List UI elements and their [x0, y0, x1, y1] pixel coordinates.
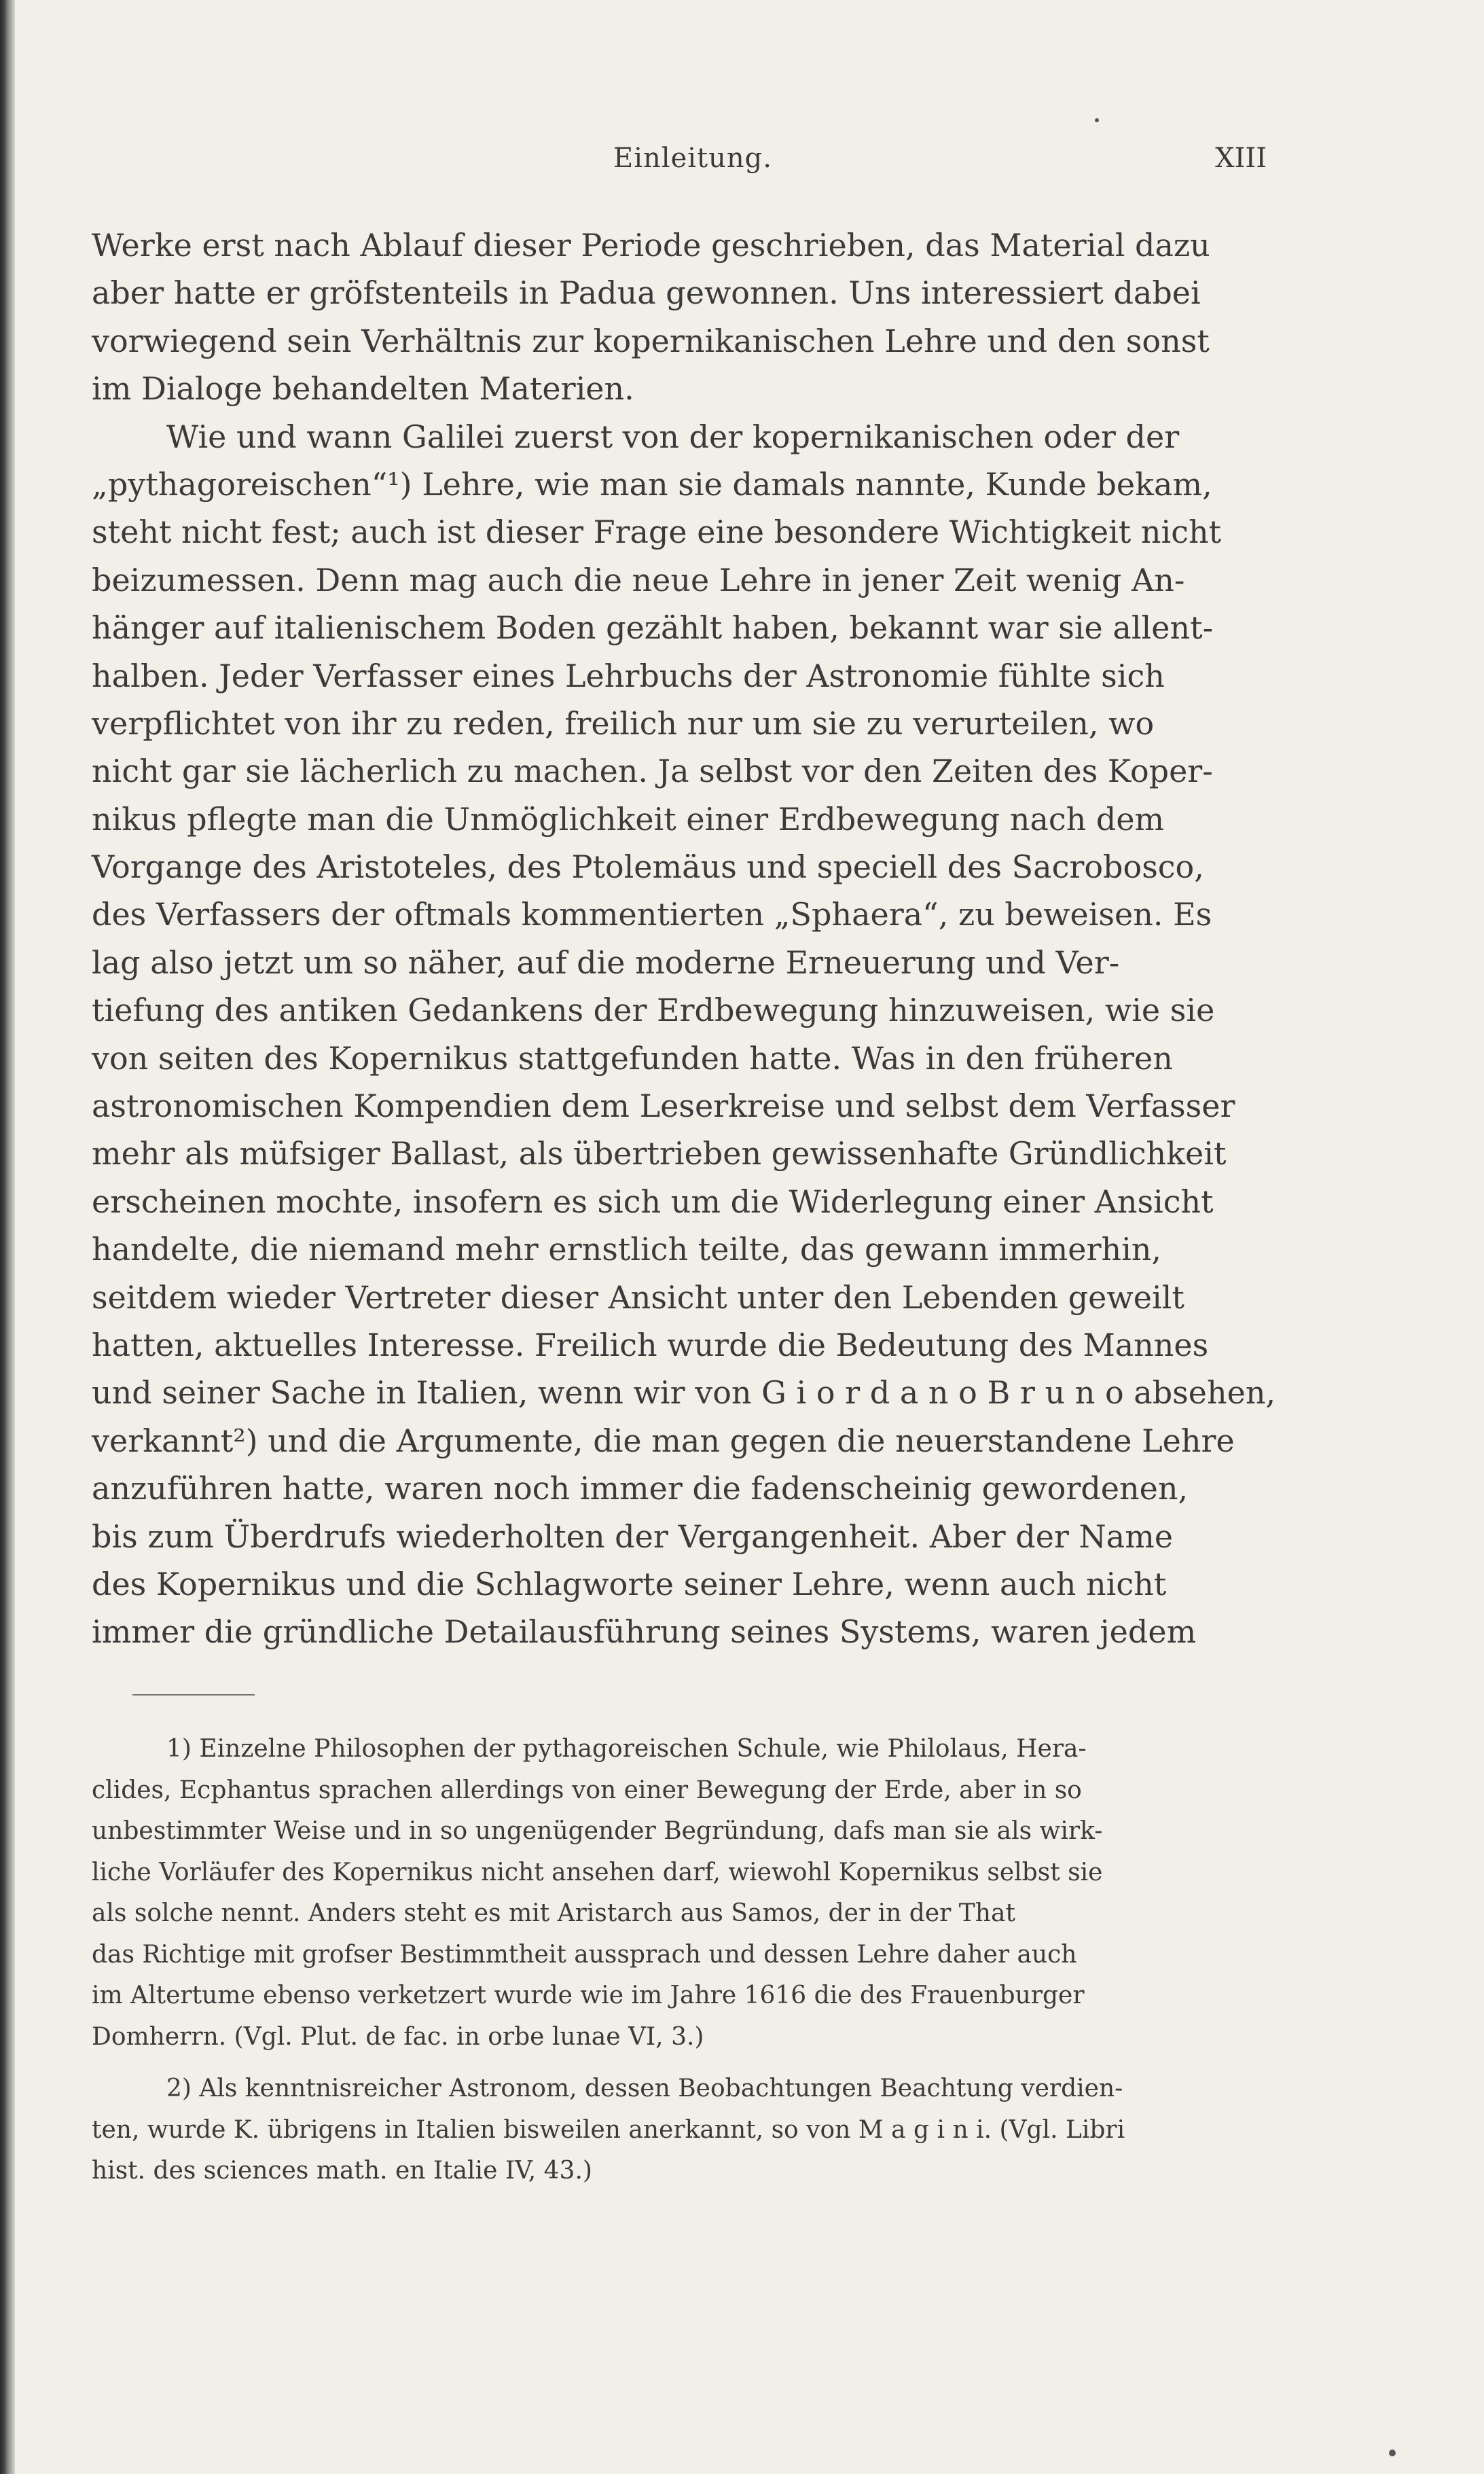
body-line: aber hatte er gröfstenteils in Padua gewonnen. Uns interessiert dabei — [92, 274, 1201, 312]
body-line: steht nicht fest; auch ist dieser Frage eine besondere Wichtigkeit nicht — [92, 514, 1222, 551]
body-line: „pythagoreischen“¹) Lehre, wie man sie damals nannte, Kunde bekam, — [92, 465, 1212, 503]
body-line: nicht gar sie lächerlich zu machen. Ja selbst vor den Zeiten des Koper- — [92, 753, 1213, 790]
body-line: vorwiegend sein Verhältnis zur kopernikanischen Lehre und den sonst — [92, 322, 1210, 359]
body-line: verkannt²) und die Argumente, die man gegen die neuerstandene Lehre — [92, 1422, 1235, 1459]
body-line: verpflichtet von ihr zu reden, freilich nur um sie zu verurteilen, wo — [92, 704, 1155, 742]
body-line: immer die gründliche Detailausführung seines Systems, waren jedem — [92, 1613, 1197, 1651]
body-line: und seiner Sache in Italien, wenn wir von G i o r d a n o B r u n o absehen, — [92, 1374, 1276, 1412]
body-line: Vorgange des Aristoteles, des Ptolemäus und speciell des Sacrobosco, — [92, 848, 1204, 886]
page — [92, 0, 1294, 2474]
body-line: tiefung des antiken Gedankens der Erdbewegung hinzuweisen, wie sie — [92, 992, 1215, 1029]
footnote-1-line: als solche nennt. Anders steht es mit Aristarch aus Samos, der in der That — [92, 1899, 1015, 1927]
page-header — [92, 143, 1294, 183]
body-line: lag also jetzt um so näher, auf die moderne Erneuerung und Ver- — [92, 944, 1120, 981]
body-line: nikus pflegte man die Unmöglichkeit einer Erdbewegung nach dem — [92, 800, 1165, 838]
body-line: Werke erst nach Ablauf dieser Periode geschrieben, das Material dazu — [92, 227, 1210, 264]
footnote-1-line: Domherrn. (Vgl. Plut. de fac. in orbe lunae VI, 3.) — [92, 2022, 704, 2051]
body-line: halben. Jeder Verfasser eines Lehrbuchs der Astronomie fühlte sich — [92, 657, 1165, 694]
footnote-separator — [132, 1694, 255, 1696]
body-line: hatten, aktuelles Interesse. Freilich wurde die Bedeutung des Mannes — [92, 1326, 1209, 1363]
body-line: bis zum Überdrufs wiederholten der Vergangenheit. Aber der Name — [92, 1518, 1174, 1555]
body-line: Wie und wann Galilei zuerst von der kopernikanischen oder der — [166, 418, 1180, 455]
ink-speck — [1389, 2450, 1396, 2456]
footnote-2-line: 2) Als kenntnisreicher Astronom, dessen Beobachtungen Beachtung verdien- — [166, 2075, 1123, 2102]
body-line: des Kopernikus und die Schlagworte seiner Lehre, wenn auch nicht — [92, 1565, 1167, 1602]
body-line: astronomischen Kompendien dem Leserkreise und selbst dem Verfasser — [92, 1088, 1235, 1125]
body-line: handelte, die niemand mehr ernstlich teilte, das gewann immerhin, — [92, 1231, 1162, 1268]
body-line: hänger auf italienischem Boden gezählt haben, bekannt war sie allent- — [92, 609, 1214, 647]
footnotes — [92, 1729, 1294, 2192]
binding-edge — [0, 0, 15, 2474]
footnote-1-line: clides, Ecphantus sprachen allerdings von einer Bewegung der Erde, aber in so — [92, 1776, 1082, 1804]
footnote-1-line: 1) Einzelne Philosophen der pythagoreischen Schule, wie Philolaus, Hera- — [166, 1735, 1087, 1763]
footnote-gap — [92, 2058, 1294, 2068]
body-line: anzuführen hatte, waren noch immer die fadenscheinig gewordenen, — [92, 1470, 1189, 1507]
footnote-1-line: liche Vorläufer des Kopernikus nicht ansehen darf, wiewohl Kopernikus selbst sie — [92, 1858, 1103, 1886]
body-line: mehr als müfsiger Ballast, als übertrieben gewissenhafte Gründlichkeit — [92, 1135, 1227, 1172]
page-number: XIII — [1215, 143, 1267, 174]
body-text — [92, 221, 1294, 1656]
footnote-1-line: das Richtige mit grofser Bestimmtheit aussprach und dessen Lehre daher auch — [92, 1940, 1077, 1969]
body-line: im Dialoge behandelten Materien. — [92, 370, 634, 408]
footnote-1-line: unbestimmter Weise und in so ungenügender Begründung, dafs man sie als wirk- — [92, 1817, 1103, 1845]
body-line: beizumessen. Denn mag auch die neue Lehre in jener Zeit wenig An- — [92, 561, 1185, 598]
body-line: von seiten des Kopernikus stattgefunden hatte. Was in den früheren — [92, 1039, 1173, 1077]
body-line: des Verfassers der oftmals kommentierten „Sphaera“, zu beweisen. Es — [92, 896, 1212, 933]
body-line: seitdem wieder Vertreter dieser Ansicht unter den Lebenden geweilt — [92, 1278, 1184, 1316]
running-title: Einleitung. — [613, 143, 772, 174]
body-line: erscheinen mochte, insofern es sich um die Widerlegung einer Ansicht — [92, 1183, 1214, 1220]
footnote-2-line: ten, wurde K. übrigens in Italien bisweilen anerkannt, so von M a g i n i. (Vgl. Libri — [92, 2115, 1125, 2144]
footnote-1-line: im Altertume ebenso verketzert wurde wie im Jahre 1616 die des Frauenburger — [92, 1982, 1085, 2009]
footnote-2-line: hist. des sciences math. en Italie IV, 43.) — [92, 2157, 592, 2185]
